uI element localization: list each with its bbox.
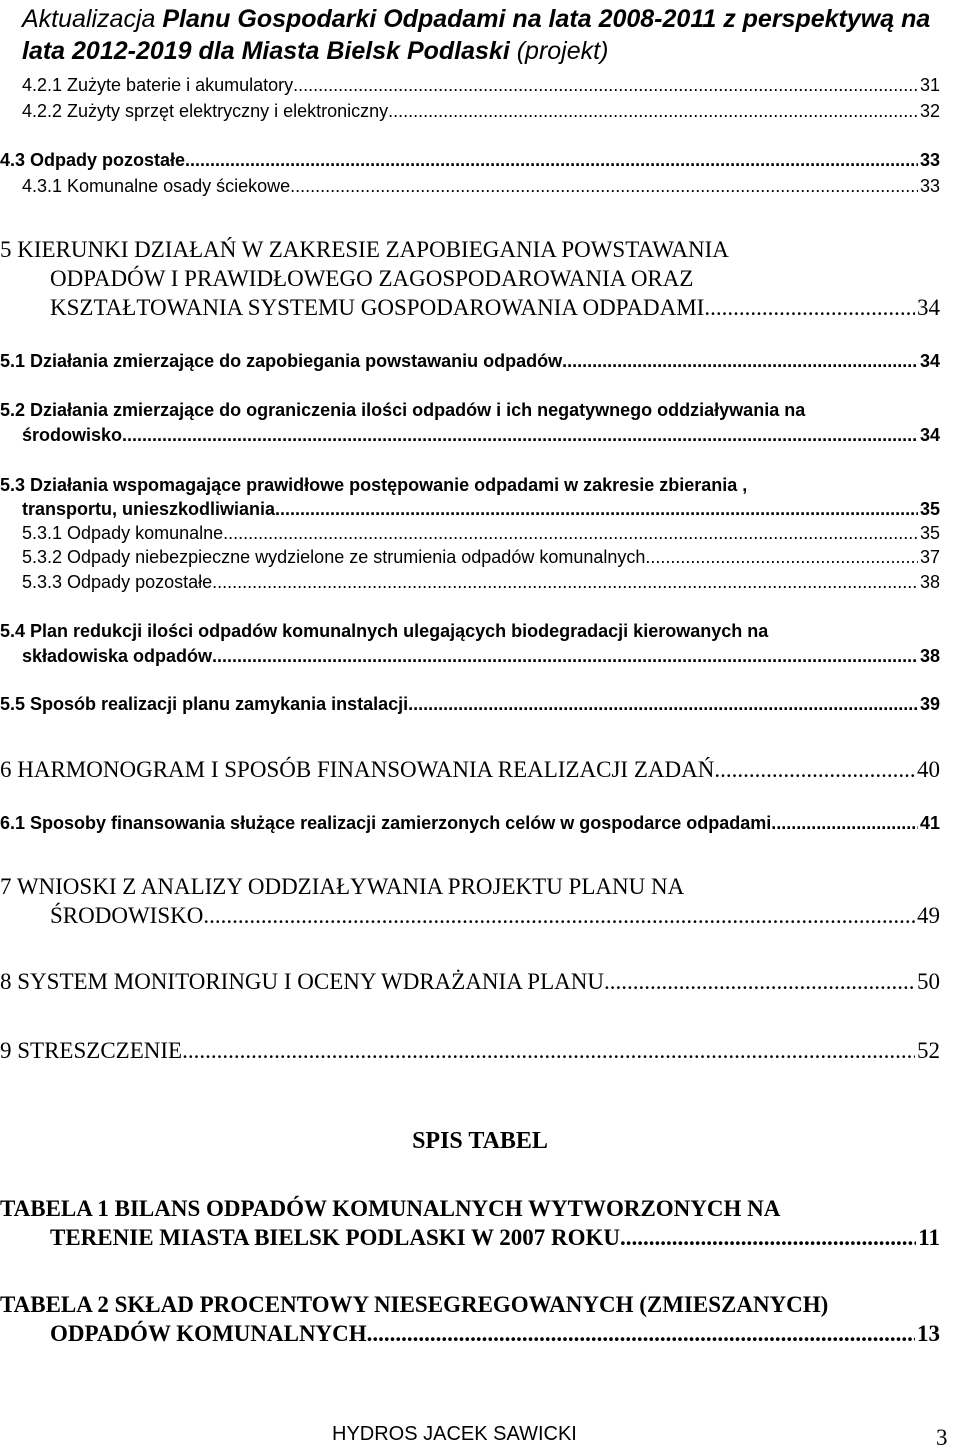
dot-leader xyxy=(223,523,918,544)
header-prefix: Aktualizacja xyxy=(22,5,163,33)
toc-entry-4-2-1[interactable]: 4.2.1 Zużyte baterie i akumulatory ..... 31 xyxy=(22,75,940,96)
dot-leader xyxy=(275,499,918,520)
toc-entry-5-3-2[interactable]: 5.3.2 Odpady niebezpieczne wydzielone ze strumienia odpadów komunalnych ..... 37 xyxy=(22,547,940,568)
toc-page-number: 49 xyxy=(917,903,940,928)
toc-page-number: 35 xyxy=(919,499,940,519)
table-entry-1[interactable]: TERENIE MIASTA BIELSK PODLASKI W 2007 ROKU. ..... 11 xyxy=(50,1225,940,1251)
toc-entry-8[interactable]: 8 SYSTEM MONITORINGU I OCENY WDRAŻANIA PLANU ..... 50 xyxy=(0,969,940,995)
dot-leader xyxy=(714,757,915,783)
toc-entry-6-1[interactable]: 6.1 Sposoby finansowania służące realizacji zamierzonych celów w gospodarce odpadami ..... 41 xyxy=(0,813,940,834)
table-entry-2[interactable]: ODPADÓW KOMUNALNYCH ..... 13 xyxy=(50,1321,940,1347)
toc-entry-4-3[interactable]: 4.3 Odpady pozostałe ..... 33 xyxy=(0,150,940,171)
dot-leader xyxy=(408,694,918,715)
toc-page-number: 31 xyxy=(919,75,940,95)
toc-page-number: 34 xyxy=(919,351,940,371)
list-of-tables-title: SPIS TABEL xyxy=(412,1128,548,1154)
toc-page-number: 33 xyxy=(919,176,940,196)
toc-entry-4-3-1[interactable]: 4.3.1 Komunalne osady ściekowe ..... 33 xyxy=(22,176,940,197)
toc-page-number: 39 xyxy=(919,694,940,714)
dot-leader xyxy=(704,295,915,321)
toc-entry-5-2[interactable]: środowisko ..... 34 xyxy=(22,425,940,446)
toc-page-number: 33 xyxy=(919,150,940,170)
toc-entry-7[interactable]: ŚRODOWISKO ..... 49 xyxy=(50,903,940,929)
toc-page-number: 34 xyxy=(919,425,940,445)
page-number: 3 xyxy=(936,1425,948,1450)
toc-entry-5-line2[interactable]: ODPADÓW I PRAWIDŁOWEGO ZAGOSPODAROWANIA ORAZ xyxy=(50,266,694,291)
dot-leader xyxy=(645,547,918,568)
toc-entry-5-3-line1[interactable]: 5.3 Działania wspomagające prawidłowe postępowanie odpadami w zakresie zbierania , xyxy=(0,475,748,495)
toc-page-number: 37 xyxy=(919,547,940,567)
dot-leader xyxy=(771,813,918,834)
toc-entry-6[interactable]: 6 HARMONOGRAM I SPOSÓB FINANSOWANIA REALIZACJI ZADAŃ ..... 40 xyxy=(0,757,940,783)
toc-entry-5-5[interactable]: 5.5 Sposób realizacji planu zamykania instalacji ..... 39 xyxy=(0,694,940,715)
dot-leader xyxy=(122,425,918,446)
header-suffix: (projekt) xyxy=(509,37,609,65)
dot-leader xyxy=(293,75,918,96)
toc-entry-9[interactable]: 9 STRESZCZENIE ..... 52 xyxy=(0,1038,940,1064)
table-page-number: 13 xyxy=(917,1321,940,1346)
header-title: Planu Gospodarki Odpadami na lata 2008-2011 z perspektywą na lata 2012-2019 dla Miasta Bielsk Podlaski xyxy=(22,5,931,65)
toc-entry-7-line1[interactable]: 7 WNIOSKI Z ANALIZY ODDZIAŁYWANIA PROJEKTU PLANU NA xyxy=(0,874,685,899)
dot-leader xyxy=(367,1321,915,1347)
toc-entry-5-4-line1[interactable]: 5.4 Plan redukcji ilości odpadów komunalnych ulegających biodegradacji kierowanych na xyxy=(0,621,769,641)
toc-page-number: 52 xyxy=(917,1038,940,1063)
toc-entry-5-1[interactable]: 5.1 Działania zmierzające do zapobiegania powstawaniu odpadów ..... 34 xyxy=(0,351,940,372)
toc-page-number: 34 xyxy=(917,295,940,320)
toc-page-number: 38 xyxy=(919,646,940,666)
dot-leader xyxy=(290,176,918,197)
dot-leader xyxy=(388,101,918,122)
dot-leader xyxy=(212,646,918,667)
toc-page-number: 38 xyxy=(919,572,940,592)
toc-page-number: 35 xyxy=(919,523,940,543)
table-entry-1-line1[interactable]: TABELA 1 BILANS ODPADÓW KOMUNALNYCH WYTWORZONYCH NA xyxy=(0,1196,781,1221)
footer-company: HYDROS JACEK SAWICKI xyxy=(332,1423,577,1445)
toc-entry-5-2-line1[interactable]: 5.2 Działania zmierzające do ograniczenia ilości odpadów i ich negatywnego oddziaływania na xyxy=(0,400,806,420)
dot-leader xyxy=(185,150,918,171)
dot-leader xyxy=(562,351,918,372)
dot-leader xyxy=(182,1038,915,1064)
dot-leader xyxy=(212,572,918,593)
toc-page-number: 50 xyxy=(917,969,940,994)
dot-leader xyxy=(626,1225,916,1251)
table-page-number: 11 xyxy=(918,1225,940,1250)
toc-entry-4-2-2[interactable]: 4.2.2 Zużyty sprzęt elektryczny i elektroniczny ..... 32 xyxy=(22,101,940,122)
toc-page-number: 32 xyxy=(919,101,940,121)
toc-entry-5-3[interactable]: transportu, unieszkodliwiania ..... 35 xyxy=(22,499,940,520)
toc-entry-5-3-3[interactable]: 5.3.3 Odpady pozostałe ..... 38 xyxy=(22,572,940,593)
dot-leader xyxy=(203,903,915,929)
toc-entry-5-line1[interactable]: 5 KIERUNKI DZIAŁAŃ W ZAKRESIE ZAPOBIEGANIA POWSTAWANIA xyxy=(0,237,729,262)
toc-entry-5-3-1[interactable]: 5.3.1 Odpady komunalne ..... 35 xyxy=(22,523,940,544)
toc-page-number: 40 xyxy=(917,757,940,782)
toc-page-number: 41 xyxy=(919,813,940,833)
toc-entry-5[interactable]: KSZTAŁTOWANIA SYSTEMU GOSPODAROWANIA ODPADAMI ..... 34 xyxy=(50,295,940,321)
table-entry-2-line1[interactable]: TABELA 2 SKŁAD PROCENTOWY NIESEGREGOWANYCH (ZMIESZANYCH) xyxy=(0,1292,829,1317)
toc-entry-5-4[interactable]: składowiska odpadów ..... 38 xyxy=(22,646,940,667)
dot-leader xyxy=(604,969,915,995)
